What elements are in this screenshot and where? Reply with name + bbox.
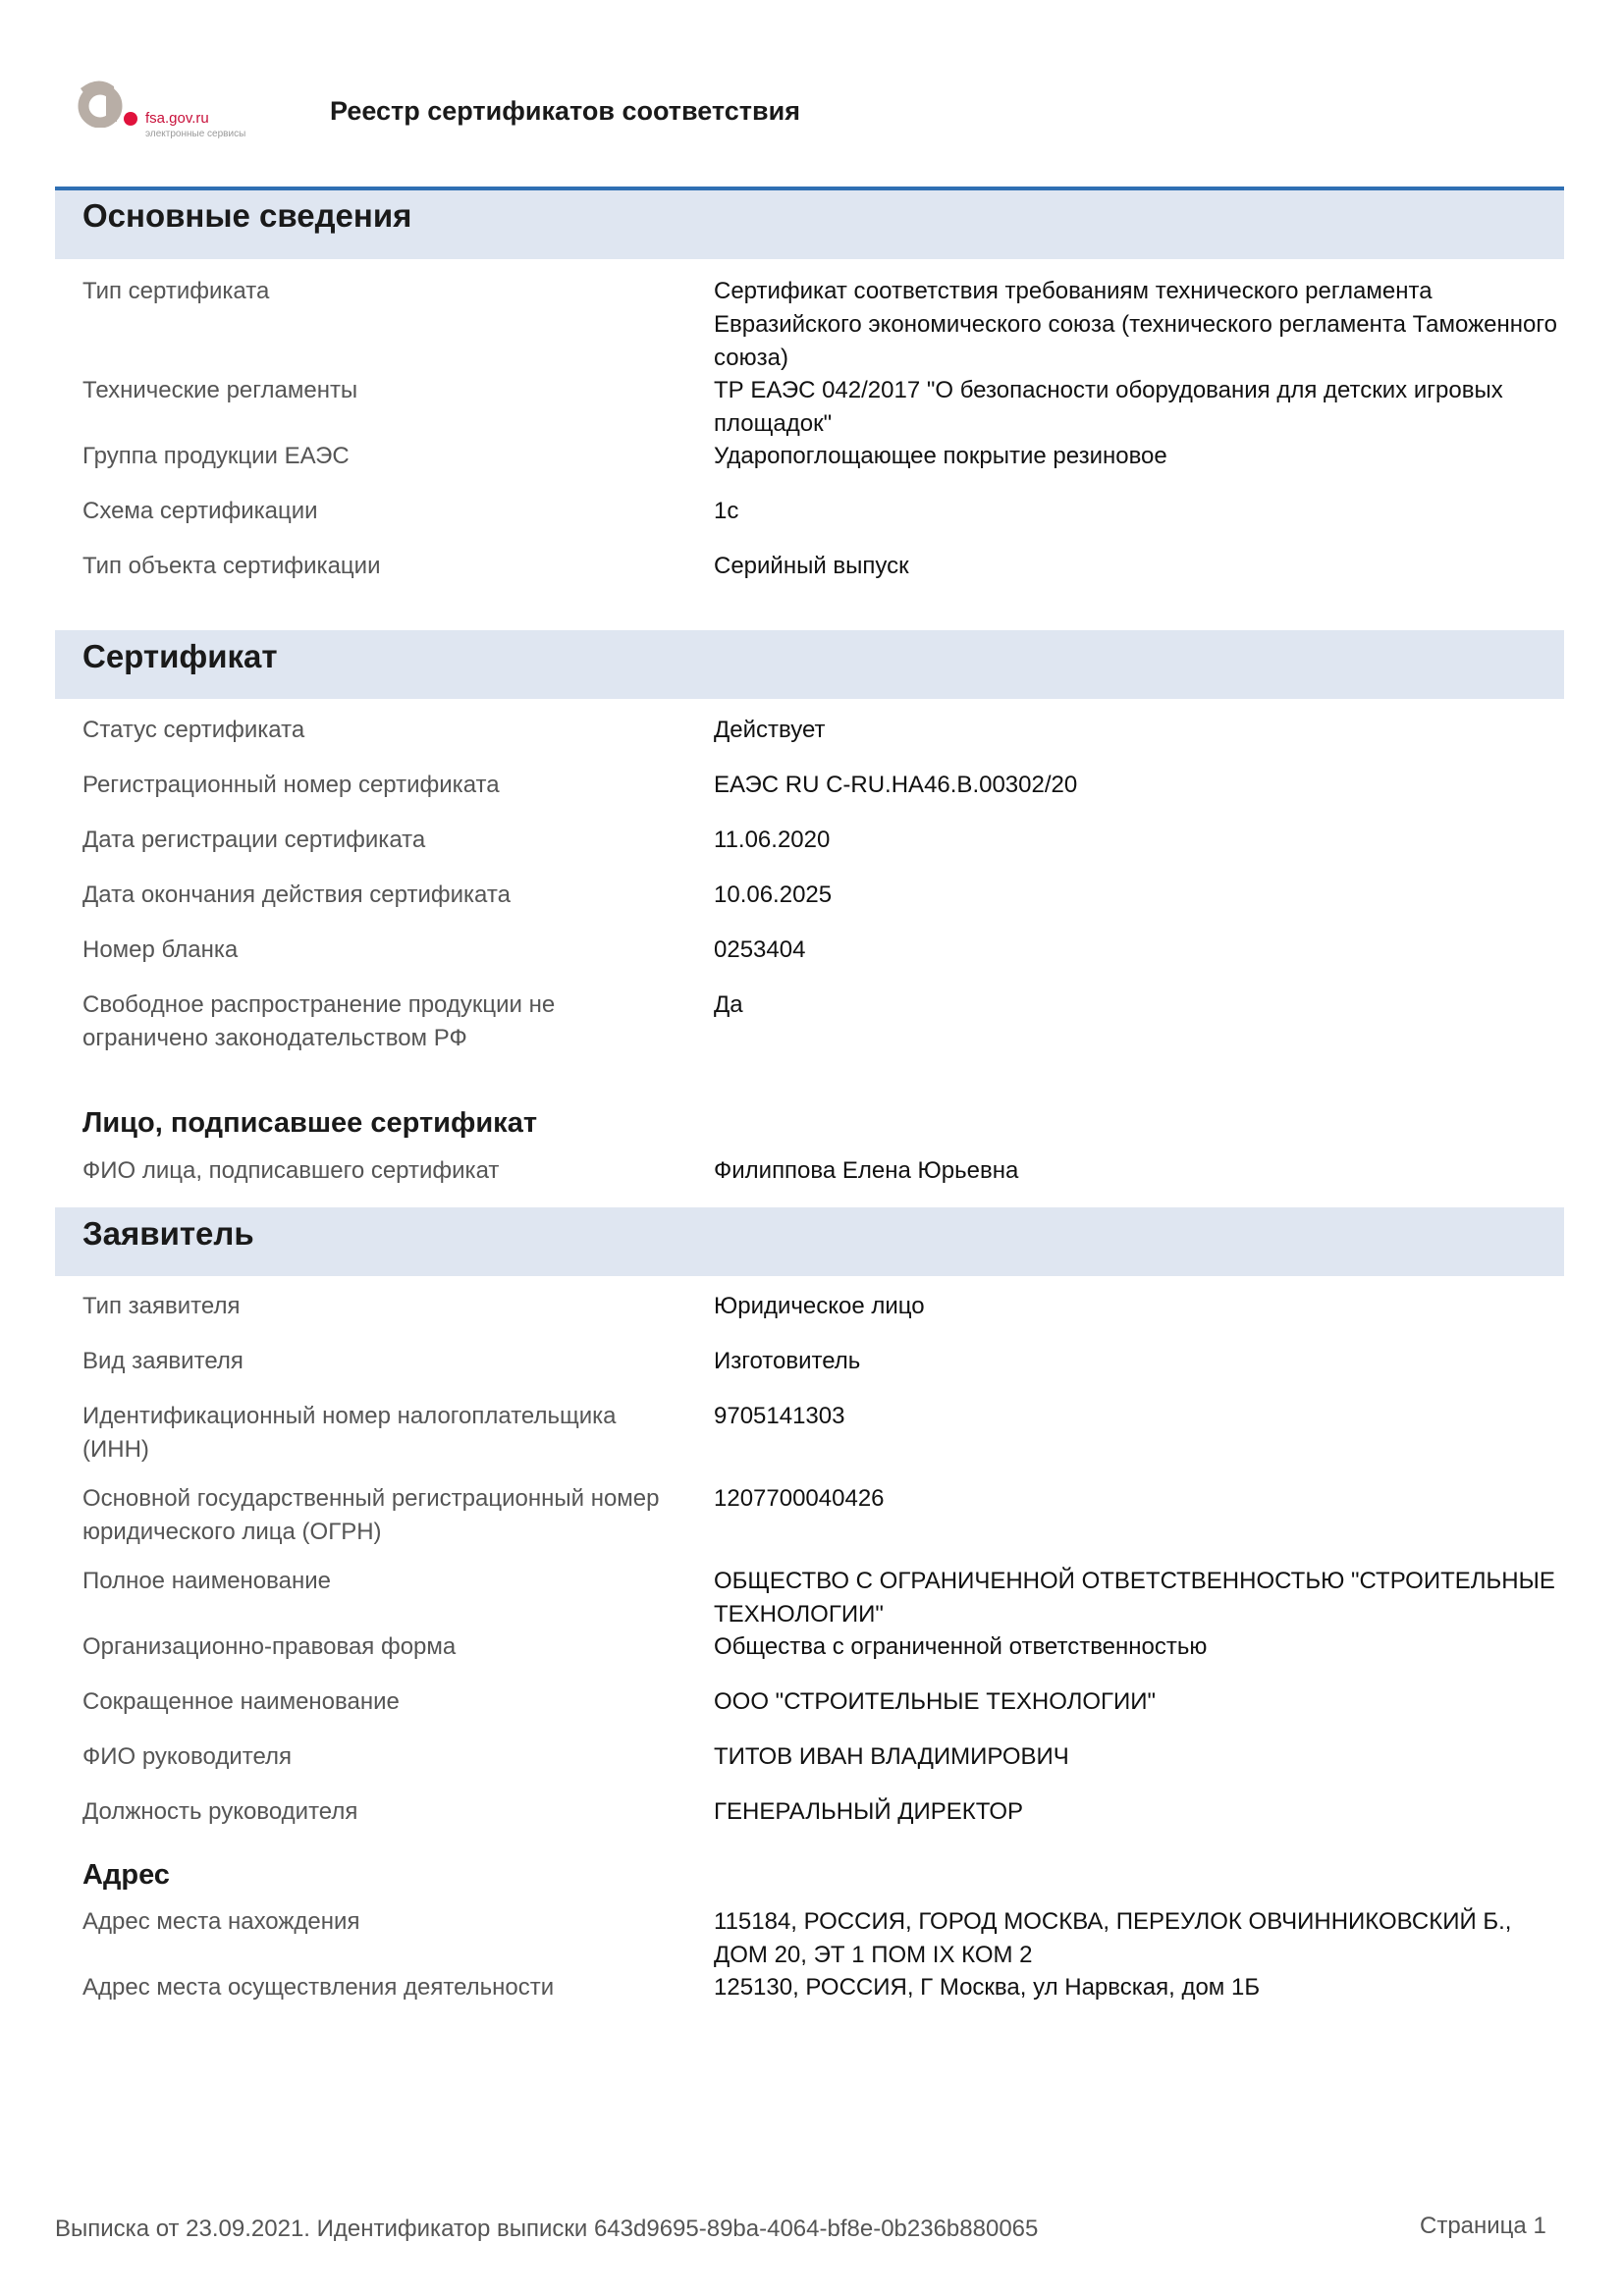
field-label-applicant-type: Тип заявителя — [82, 1293, 241, 1319]
footer-extract-info: Выписка от 23.09.2021. Идентификатор выписки 643d9695-89ba-4064-bf8e-0b236b880065 — [55, 2216, 1039, 2242]
field-value-ogrn: 1207700040426 — [714, 1485, 885, 1512]
field-value-object-type: Серийный выпуск — [714, 553, 909, 579]
logo-subtitle: электронные сервисы — [145, 129, 246, 139]
field-label-head-position: Должность руководителя — [82, 1798, 358, 1825]
section-header-certificate — [55, 630, 1564, 699]
field-label-tech-regulations: Технические регламенты — [82, 377, 358, 403]
footer-page-number: Страница 1 — [1420, 2213, 1546, 2239]
section-header-basic — [55, 190, 1564, 259]
section-title-applicant: Заявитель — [82, 1215, 254, 1252]
field-label-certificate-type: Тип сертификата — [82, 278, 270, 304]
subheading-address: Адрес — [82, 1859, 170, 1891]
field-label-reg-number: Регистрационный номер сертификата — [82, 772, 500, 798]
field-value-activity-address: 125130, РОССИЯ, Г Москва, ул Нарвская, дом 1Б — [714, 1974, 1261, 2001]
field-label-blank-number: Номер бланка — [82, 936, 239, 963]
field-label-status: Статус сертификата — [82, 717, 305, 743]
field-value-certificate-type: Сертификат соответствия требованиям технического регламента Евразийского экономического союза (технического регламента Таможенного союза) — [714, 278, 1557, 371]
section-title-basic: Основные сведения — [82, 197, 412, 234]
logo-site-name: fsa.gov.ru — [145, 110, 209, 127]
field-value-location-address: 115184, РОССИЯ, ГОРОД МОСКВА, ПЕРЕУЛОК ОВЧИННИКОВСКИЙ Б., ДОМ 20, ЭТ 1 ПОМ IX КОМ 2 — [714, 1908, 1512, 1968]
field-value-cert-scheme: 1с — [714, 498, 739, 524]
field-label-activity-address: Адрес места осуществления деятельности — [82, 1974, 555, 2001]
field-label-short-name: Сокращенное наименование — [82, 1688, 400, 1715]
field-value-free-distribution: Да — [714, 991, 743, 1018]
field-label-head-name: ФИО руководителя — [82, 1743, 293, 1770]
page-header — [0, 0, 1623, 187]
field-value-tech-regulations: ТР ЕАЭС 042/2017 "О безопасности оборудования для детских игровых площадок" — [714, 377, 1503, 437]
field-value-applicant-kind: Изготовитель — [714, 1348, 861, 1374]
field-value-blank-number: 0253404 — [714, 936, 806, 963]
field-value-full-name: ОБЩЕСТВО С ОГРАНИЧЕННОЙ ОТВЕТСТВЕННОСТЬЮ "СТРОИТЕЛЬНЫЕ ТЕХНОЛОГИИ" — [714, 1568, 1555, 1628]
field-label-reg-date: Дата регистрации сертификата — [82, 827, 426, 853]
field-value-product-group: Ударопоглощающее покрытие резиновое — [714, 443, 1167, 469]
field-label-ogrn: Основной государственный регистрационный номер юридического лица (ОГРН) — [82, 1485, 660, 1545]
fsa-logo[interactable] — [77, 77, 273, 145]
field-value-reg-number: ЕАЭС RU С-RU.НА46.В.00302/20 — [714, 772, 1078, 798]
field-value-short-name: ООО "СТРОИТЕЛЬНЫЕ ТЕХНОЛОГИИ" — [714, 1688, 1157, 1715]
field-label-applicant-kind: Вид заявителя — [82, 1348, 243, 1374]
field-label-product-group: Группа продукции ЕАЭС — [82, 443, 350, 469]
field-label-cert-scheme: Схема сертификации — [82, 498, 318, 524]
field-label-full-name: Полное наименование — [82, 1568, 331, 1594]
section-header-applicant — [55, 1207, 1564, 1276]
fsa-logo-icon — [77, 77, 128, 128]
page-title: Реестр сертификатов соответствия — [330, 96, 800, 126]
field-label-free-distribution: Свободное распространение продукции не ограничено законодательством РФ — [82, 991, 556, 1051]
field-value-legal-form: Общества с ограниченной ответственностью — [714, 1633, 1208, 1660]
field-value-inn: 9705141303 — [714, 1403, 845, 1429]
field-value-head-position: ГЕНЕРАЛЬНЫЙ ДИРЕКТОР — [714, 1798, 1024, 1825]
field-label-object-type: Тип объекта сертификации — [82, 553, 381, 579]
field-label-location-address: Адрес места нахождения — [82, 1908, 360, 1935]
field-value-head-name: ТИТОВ ИВАН ВЛАДИМИРОВИЧ — [714, 1743, 1069, 1770]
field-value-status: Действует — [714, 717, 826, 743]
field-value-expiry-date: 10.06.2025 — [714, 881, 833, 908]
field-value-applicant-type: Юридическое лицо — [714, 1293, 925, 1319]
logo-dot — [124, 112, 137, 126]
field-value-signer: Филиппова Елена Юрьевна — [714, 1157, 1019, 1184]
field-value-reg-date: 11.06.2020 — [714, 827, 831, 853]
field-label-legal-form: Организационно-правовая форма — [82, 1633, 457, 1660]
field-label-signer: ФИО лица, подписавшего сертификат — [82, 1157, 500, 1184]
section-title-certificate: Сертификат — [82, 638, 278, 674]
field-label-inn: Идентификационный номер налогоплательщика (ИНН) — [82, 1403, 617, 1463]
field-label-expiry-date: Дата окончания действия сертификата — [82, 881, 511, 908]
subheading-signer: Лицо, подписавшее сертификат — [82, 1107, 538, 1139]
